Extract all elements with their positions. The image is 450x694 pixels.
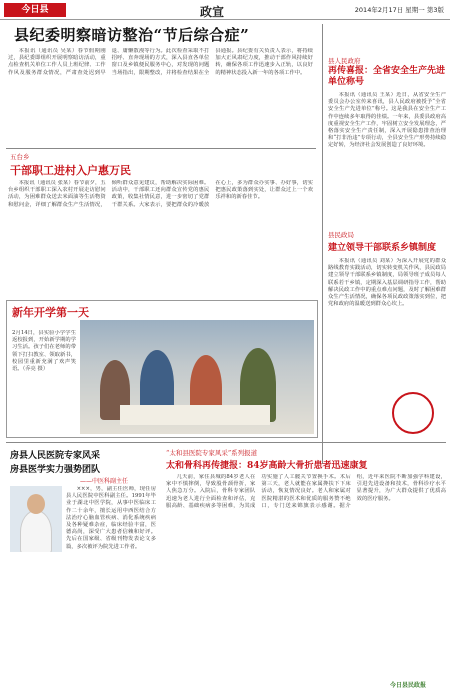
right-title: 再传喜报：全省安全生产先进单位称号	[328, 66, 446, 87]
classroom-photo	[80, 320, 314, 434]
right-mid-body: 本报讯（通讯员 刘某）为深入开展党的群众路线教育实践活动，切实转变机关作风，县民政局建立领导干部联系乡镇制度，局领导班子成员每人联系若干乡镇，定期深入基层调研指导工作，帮助解决民政工作中的重点难点问题，及时了解困难群众生产生活情况，确保各项民政政策落实到位，把党和政府的温暖送到群众心坎上。	[328, 258, 446, 308]
divider	[6, 148, 316, 149]
masthead	[0, 0, 450, 20]
seal-stamp	[392, 392, 434, 434]
profile-body: ×××，男，副主任医师，现任房县人民医院中医科副主任。1991年毕业于湖北中医学院，从事中医临床工作二十余年，擅长运用中西医结合方法治疗心脑血管疾病、消化系统疾病及各种疑难杂症，临床经验丰富，医德高尚，深受广大患者信赖和好评。先后在国家级、省级刊物发表论文多篇，多次被评为院先进工作者。	[66, 486, 156, 550]
right-kicker: 县人民政府	[328, 57, 361, 65]
profile-name-title: 房县医学实力强势团队	[10, 465, 101, 475]
article-kicker: 五台乡	[10, 153, 30, 161]
right-body: 本报讯（通讯员 王某）近日，从省安全生产委员会办公室传来喜讯，县人民政府被授予“全省安全生产先进单位”称号。这是我县在安全生产工作中连续多年取得的佳绩。一年来，县委县政府高度重视安全生产工作，牢固树立安全发展理念，严格落实安全生产责任制，深入开展隐患排查治理和“打非治违”专项行动，全县安全生产形势持续稳定好转，为经济社会发展创造了良好环境。	[328, 92, 446, 149]
section-title: 政宣	[200, 5, 225, 19]
profile-headline: 太和骨科再传捷报：84岁高龄大骨折患者迅速康复	[166, 461, 368, 471]
profile-banner: “太和县医院专家风采”系列报道	[166, 449, 258, 457]
right-mid-kicker: 县民政局	[328, 231, 354, 239]
doctor-photo	[10, 486, 62, 552]
footer-logo: 今日县民政报	[390, 682, 427, 689]
article-title: 干部职工进村入户惠万民	[10, 164, 131, 177]
photo-caption: 2月14日，县实验小学学生返校报到，开始新学期的学习生活。孩子们在老师的带领下打扫教室、领取新书，校园里重新充满了欢声笑语。（乔亮 摄）	[12, 330, 76, 373]
right-mid-title: 建立领导干部联系乡镇制度	[328, 243, 437, 253]
profile-kicker: 房县人民医院专家风采	[10, 451, 101, 461]
article-body: 本报讯（通讯员 张某）春节前夕，五台乡组织干部职工深入农村开展走访慰问活动，为困难群众送去米面油等生活物资和慰问金，详细了解群众生产生活情况，倾听群众意见建议，帮助解决实际困难。活动中，干部职工还向群众宣传党的惠民政策，收集社情民意，进一步密切了党群干群关系。大家表示，要把群众的冷暖放在心上，多为群众办实事、办好事，切实把惠民政策落到实处，让群众过上一个欢乐祥和的新春佳节。	[8, 180, 313, 208]
lead-body: 本报讯（通讯员 吴某）春节假期刚过，县纪委即组织开展明察暗访活动，重点检查机关单位工作人员上班纪律、工作作风及服务群众情况，严肃查处迟到早退、庸懒散漫等行为。此次检查采取不打招呼、直奔现场的方式，深入县直各单位窗口及乡镇便民服务中心，对发现的问题当场指出，限期整改，并将检查结果在全县通报。县纪委有关负责人表示，将持续加大正风肃纪力度，推动干部作风持续好转，确保各项工作迅速步入正轨，以良好的精神状态投入新一年的各项工作中。	[8, 48, 313, 76]
newspaper-logo: 今日县	[4, 3, 66, 17]
profile-story: 几天前，家住县城的84岁老人在家中不慎摔倒，导致股骨颈骨折，家人焦急万分。入院后，骨科专家团队迅速为老人进行全面检查和评估，克服高龄、基础疾病多等困难，为其成功实施了人工髋关节置换手术。术后第三天，老人就能在家属搀扶下下床活动，恢复情况良好。老人和家属对医院精湛的医术和优质的服务赞不绝口，专门送来锦旗表示感谢。据介绍，近年来医院不断加强学科建设，引进先进设备和技术，骨科诊疗水平显著提升，为广大群众提供了优质高效的医疗服务。	[166, 474, 446, 509]
dateline: 2014年2月17日 星期一 第3版	[354, 6, 444, 14]
profile-byline: ——中医科副主任	[80, 478, 129, 485]
photo-feature-title: 新年开学第一天	[12, 306, 89, 319]
lead-headline: 县纪委明察暗访整治“节后综合症”	[14, 26, 250, 44]
